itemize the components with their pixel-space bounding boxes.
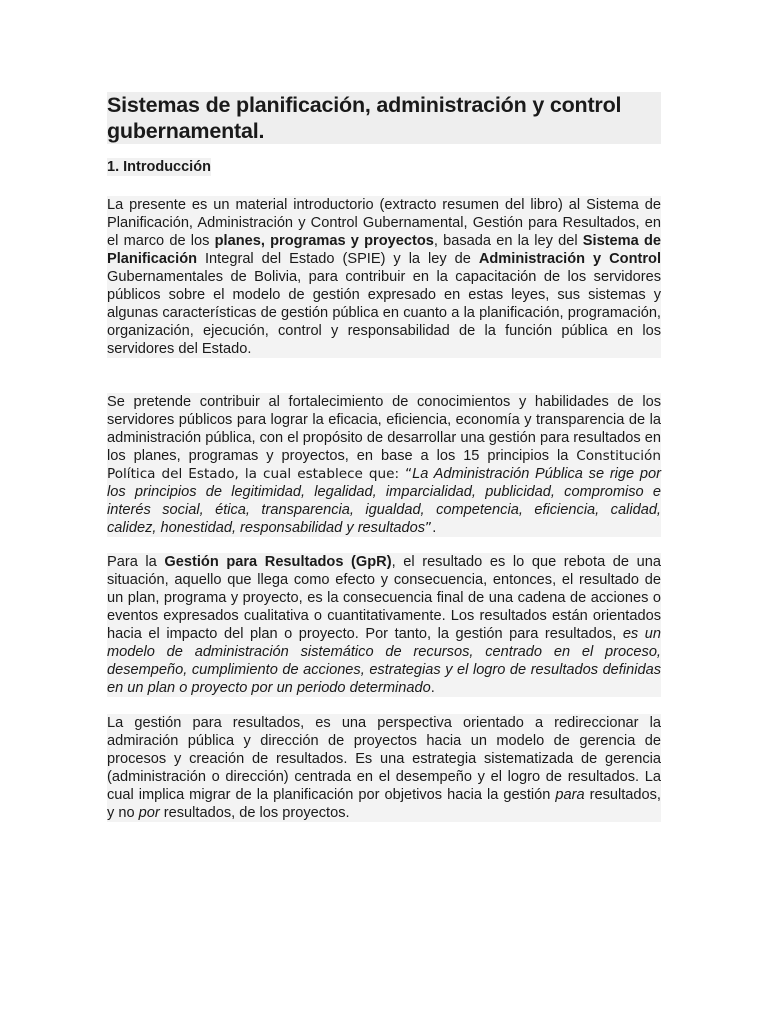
paragraph-text: Integral del Estado (SPIE) y la ley de [197, 251, 479, 267]
italic-text: por [138, 805, 160, 821]
bold-text: planes, programas y proyectos [214, 233, 434, 249]
paragraph-text: Gubernamentales de Bolivia, para contribuir en la capacitación de los servidores públicos sobre el modelo de gestión expresado en estas leyes, sus sistemas y algunas características de gestión pública en cuanto a la planificación, programación, organización, ejecución, control y responsabilidad de la función pública en los servidores del Estado. [107, 269, 661, 357]
paragraph-text: Se pretende contribuir al fortalecimiento de conocimientos y habilidades de los servidores públicos para lograr la eficacia, eficiencia, economía y transparencia de la administración pública, con el propósito de desarrollar una gestión para resultados en los planes, programas y proyectos, en base a los 15 principios la [107, 394, 661, 464]
document-title: Sistemas de planificación, administración y control gubernamental. [107, 92, 661, 144]
bold-text: Sistema de Planificación [107, 233, 661, 267]
italic-text: para [555, 787, 585, 803]
bold-text: Gestión para Resultados (GpR) [164, 554, 392, 570]
paragraph-text: resultados, de los proyectos. [159, 805, 350, 821]
paragraph-introduction [107, 196, 661, 358]
paragraph-text: La presente es un material introductorio (extracto resumen del libro) al Sistema de Planificación, Administración y Control Gubernamental, Gestión para Resultados, en el marco de los [107, 197, 661, 249]
document-page [107, 92, 661, 822]
paragraph-perspective [107, 714, 661, 822]
paragraph-text: La gestión para resultados, es una perspectiva orientado a redireccionar la admiración pública y dirección de proyectos hacia un modelo de gerencia de procesos y creación de resultados. Es una estrategia sistematizada de gerencia (administración o dirección) centrada en el desempeño y el logro de resultados. La cual implica migrar de la planificación por objetivos hacia la gestión [107, 715, 661, 803]
paragraph-text: , el resultado es lo que rebota de una situación, aquello que llega como efecto y consecuencia, entonces, el resultado de un plan, programa y proyecto, es la consecuencia final de una cadena de acciones o eventos expresados cualitativa o cuantitativamente. Los resultados están orientados hacia el impacto del plan o proyecto. Por tanto, la gestión para resultados, [107, 554, 661, 642]
paragraph-text: resultados, y no [107, 787, 661, 821]
italic-text: es un modelo de administración sistemático de recursos, centrado en el proceso, desempeño, cumplimiento de acciones, estrategias y el logro de resultados definidas en un plan o proyecto por un periodo determinado [107, 626, 661, 696]
bold-text: Administración y Control [478, 251, 661, 267]
italic-quote: La Administración Pública se rige por los principios de legitimidad, legalidad, imparcialidad, publicidad, compromiso e interés social, ética, transparencia, igualdad, competencia, eficiencia, calidad, calidez, honestidad, responsabilidad y resultados [107, 466, 661, 536]
paragraph-text: , basada en la ley del [433, 233, 583, 249]
paragraph-objective [107, 393, 661, 537]
paragraph-text: . [430, 680, 435, 696]
paragraph-text: Para la [107, 554, 165, 570]
paragraph-text: ”. [425, 520, 437, 536]
section-heading: 1. Introducción [107, 159, 211, 175]
paragraph-text: Constitución Política del Estado, la cual establece que: “ [107, 448, 661, 482]
paragraph-gpr [107, 553, 661, 697]
